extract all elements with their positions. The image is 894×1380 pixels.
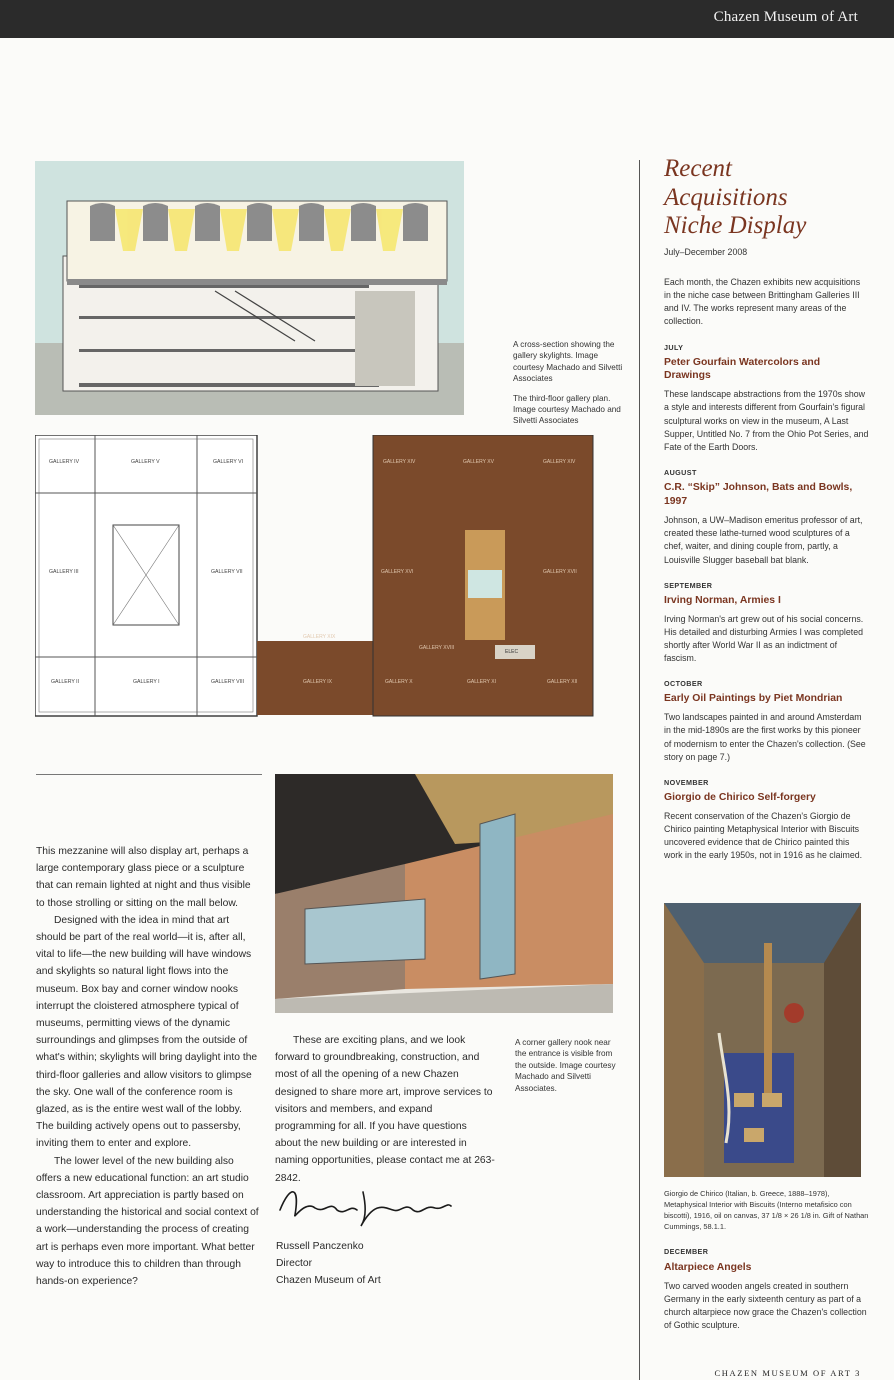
perspective-caption: A corner gallery nook near the entrance is visible from the outside. Image courtesy Machado and Silvetti Associates.: [515, 1038, 616, 1093]
plan-label-g3: GALLERY III: [49, 569, 79, 575]
entry-title: C.R. “Skip” Johnson, Bats and Bowls, 1997: [664, 482, 853, 508]
header-title: Chazen Museum of Art: [713, 9, 858, 25]
article-paragraph: This mezzanine will also display art, perhaps a large contemporary glass piece or a sculpture that can remain lighted at night and thus visible to those strolling or sitting on the mall below.: [36, 846, 251, 909]
sidebar-title-line: Acquisitions: [664, 183, 788, 211]
de-chirico-painting-image: [664, 903, 861, 1177]
signoff-name: Russell Panczenko: [276, 1241, 364, 1252]
entry-month: AUGUST: [664, 468, 697, 478]
acquisition-entry: [664, 778, 869, 863]
plan-label-g12b: GALLERY XII: [547, 679, 578, 685]
plan-label-g17: GALLERY XVII: [543, 569, 577, 575]
corner-nook-rendering: [275, 774, 613, 1013]
signoff-org: Chazen Museum of Art: [276, 1275, 381, 1286]
entry-month: OCTOBER: [664, 679, 703, 689]
plan-label-g8: GALLERY VIII: [211, 679, 244, 685]
footer-divider: [639, 1354, 640, 1380]
article-paragraph: The lower level of the new building also offers a new educational function: an art studio classroom. Art appreciation is partly based on understanding the historical and social context of a work—understanding the process of creating art is perhaps even more important. What better way to introduce this to children than through hands-on experience?: [36, 1155, 259, 1288]
entry-body: Recent conservation of the Chazen's Giorgio de Chirico painting Metaphysical Interior with Biscuits uncovered evidence that de Chirico painted this work in the early 1950s, not in 1916 as he claimed.: [664, 810, 863, 861]
plan-label-g5: GALLERY V: [131, 459, 160, 465]
plan-label-g2: GALLERY II: [51, 679, 80, 685]
article-paragraph: These are exciting plans, and we look forward to groundbreaking, construction, and most of all the opening of a new Chazen designed to share more art, improve services to visitors and members, and expand programming for all. If you have questions about the new building or are interested in naming opportunities, please contact me at 263-2842.: [275, 1035, 495, 1184]
entry-month: NOVEMBER: [664, 777, 709, 787]
acquisition-entry: [664, 581, 869, 666]
painting-caption: [664, 1188, 869, 1333]
entry-body: Two landscapes painted in and around Amsterdam in the mid-1890s are the first works by this pioneer of modernism to enter the Chazen's collection. (See story on page 7.): [664, 712, 866, 762]
plan-label-g16: GALLERY XVI: [381, 569, 414, 575]
plan-label-g10: GALLERY X: [385, 679, 413, 685]
plan-label-elec: ELEC: [505, 649, 519, 655]
entry-body: Two carved wooden angels created in southern Germany in the early sixteenth century as part of a church altarpiece now grace the Chazen's collection of Gothic sculpture.: [664, 1280, 867, 1331]
page-footer: CHAZEN MUSEUM OF ART 3: [714, 1368, 861, 1378]
signature-image: [275, 1180, 455, 1230]
plan-label-g9: GALLERY IX: [303, 679, 332, 685]
entry-month: SEPTEMBER: [664, 580, 713, 590]
plan-label-g12: GALLERY XIV: [543, 459, 576, 465]
sidebar-divider: [639, 160, 640, 1355]
plan-label-g1: GALLERY I: [133, 679, 160, 685]
header-bar: [0, 0, 894, 38]
entry-title: Altarpiece Angels: [664, 1262, 752, 1273]
plan-label-g4: GALLERY IV: [49, 459, 80, 465]
column-rule: [36, 774, 262, 775]
plan-label-g14: GALLERY XIV: [383, 459, 416, 465]
entry-body: Johnson, a UW–Madison emeritus professor of art, created these lathe-turned wood sculptures of a chef, waiter, and dining couple from, partly, a Louisville Slugger baseball bat blank.: [664, 514, 863, 565]
entry-body: These landscape abstractions from the 1970s show a style and interests different from Gourfain's figural sculptural works on view in the museum, A Last Supper, Untitled No. 7 from the Ohio Pot Series, and Fate of the Earth Doors.: [664, 389, 869, 453]
signoff: [276, 1238, 381, 1289]
plan-label-g18: GALLERY XVIII: [419, 645, 455, 651]
article-column-1: [36, 843, 262, 1290]
painting-caption-text: Giorgio de Chirico (Italian, b. Greece, 1888–1978), Metaphysical Interior with Biscuits (Interno metafisico con biscotti), 1916, oil on canvas, 37 1/8 × 26 1/8 in. Gift of Nathan Cummings, 58.1.1.: [664, 1189, 869, 1231]
entry-month: JULY: [664, 342, 684, 352]
sidebar: [664, 155, 869, 863]
plan-label-g7: GALLERY VII: [211, 569, 243, 575]
entry-title: Irving Norman, Armies I: [664, 594, 781, 606]
acquisition-entry: [664, 343, 869, 455]
acquisition-entry: [664, 468, 869, 566]
acquisition-entry: [664, 1246, 869, 1333]
entry-title: Peter Gourfain Watercolors and Drawings: [664, 356, 821, 382]
plan-label-g15: GALLERY XV: [463, 459, 494, 465]
sidebar-title-line: Recent: [664, 155, 733, 182]
plan-label-g19: GALLERY XIX: [303, 634, 336, 640]
entry-month: DECEMBER: [664, 1247, 709, 1256]
sidebar-intro: Each month, the Chazen exhibits new acquisitions in the niche case between Brittingham Galleries III and IV. The works represent many areas of the collection.: [664, 276, 861, 327]
sidebar-title-line: Niche Display: [664, 212, 807, 239]
sidebar-dates: July–December 2008: [664, 246, 748, 257]
acquisition-entry: [664, 679, 869, 764]
plan-caption-text: The third-floor gallery plan. Image courtesy Machado and Silvetti Associates: [513, 393, 621, 426]
entry-title: Early Oil Paintings by Piet Mondrian: [664, 693, 843, 705]
signoff-role: Director: [276, 1258, 313, 1269]
sidebar-title: [664, 155, 869, 241]
entry-body: Irving Norman's art grew out of his social concerns. His detailed and disturbing Armies I was completed shortly after World War II as an indictment of fascism.: [664, 613, 864, 664]
article-paragraph: Designed with the idea in mind that art should be part of the real world—it is, after all, vital to life—the new building will have windows and skylights so natural light flows into the museum. Box bay and corner window nooks interrupt the cloistered atmosphere typical of museums, permitting views of the dynamic surroundings and glimpses from the outside of what's within; skylights will bring daylight into the third-floor galleries and allow visitors to glimpse the sky. One wall of the conference room is glazed, as is the entire west wall of the lobby. The building actively opens out to passersby, inviting them to enter and explore.: [36, 914, 258, 1150]
section-caption: [513, 339, 623, 427]
section-caption-text: A cross-section showing the gallery skylights. Image courtesy Machado and Silvetti Associates: [513, 340, 623, 384]
cross-section-image: [35, 161, 464, 415]
entry-title: Giorgio de Chirico Self-forgery: [664, 791, 816, 803]
plan-label-g11: GALLERY XI: [467, 679, 496, 685]
plan-label-g6: GALLERY VI: [213, 459, 244, 465]
article-column-2: [275, 1032, 495, 1187]
floor-plan-image: [35, 435, 610, 718]
